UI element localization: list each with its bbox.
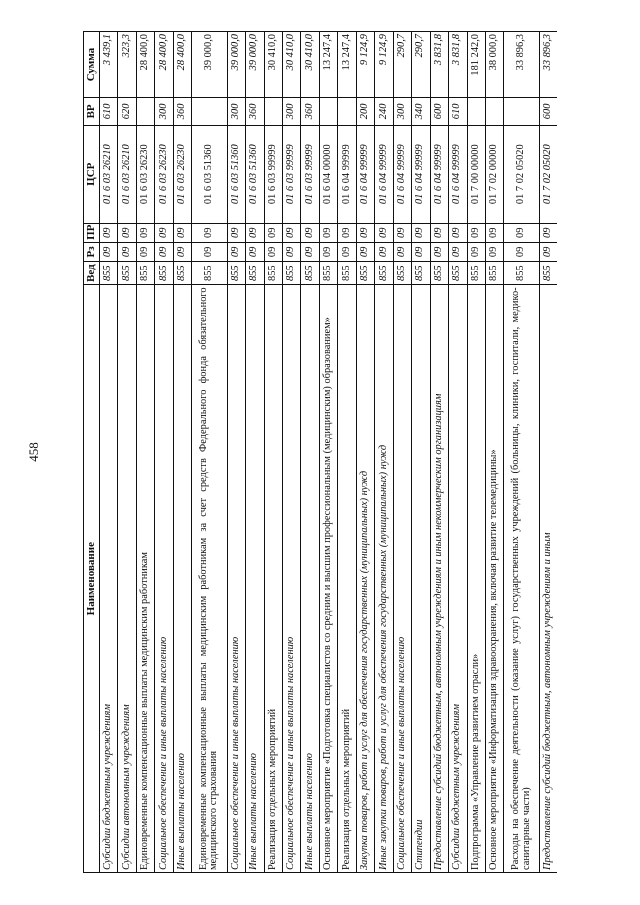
- cell-csr: 01 6 03 51360: [246, 125, 264, 223]
- cell-pr: 09: [136, 223, 154, 242]
- cell-sum: 290,7: [393, 32, 411, 98]
- cell-vr: 610: [100, 98, 118, 126]
- cell-ved: 855: [319, 261, 337, 284]
- cell-pr: 09: [246, 223, 264, 242]
- table-row: [504, 32, 539, 873]
- cell-csr: 01 6 03 51360: [192, 125, 227, 223]
- cell-rz: 09: [467, 242, 485, 261]
- cell-ved: 855: [301, 261, 319, 284]
- cell-ved: 855: [449, 261, 467, 284]
- cell-csr: 01 6 03 26210: [118, 125, 136, 223]
- cell-sum: 290,7: [412, 32, 430, 98]
- cell-vr: 360: [301, 98, 319, 126]
- cell-rz: 09: [393, 242, 411, 261]
- cell-sum: 30 410,0: [282, 32, 300, 98]
- cell-name: Иные выплаты населению: [246, 285, 264, 873]
- table-row: [227, 32, 245, 873]
- cell-sum: 9 124,9: [375, 32, 393, 98]
- cell-vr: 610: [449, 98, 467, 126]
- cell-rz: 09: [485, 242, 503, 261]
- cell-name: Предоставление субсидий бюджетным, автономным учреждениям и иным: [539, 285, 557, 873]
- cell-vr: 360: [173, 98, 191, 126]
- table-row: [449, 32, 467, 873]
- cell-pr: 09: [504, 223, 539, 242]
- cell-name: Единовременные компенсационные выплаты медицинским работникам: [136, 285, 154, 873]
- table-row: [173, 32, 191, 873]
- cell-csr: 01 6 03 99999: [301, 125, 319, 223]
- cell-name: Социальное обеспечение и иные выплаты населению: [227, 285, 245, 873]
- cell-rz: 09: [412, 242, 430, 261]
- table-header-row: [84, 32, 100, 873]
- header-ved: Вед: [84, 261, 100, 284]
- cell-name: Иные выплаты населению: [301, 285, 319, 873]
- table-row: [301, 32, 319, 873]
- cell-rz: 09: [282, 242, 300, 261]
- cell-sum: 9 124,9: [356, 32, 374, 98]
- cell-name: Реализация отдельных мероприятий: [338, 285, 356, 873]
- cell-vr: 240: [375, 98, 393, 126]
- cell-pr: 09: [393, 223, 411, 242]
- cell-csr: 01 7 02 05020: [504, 125, 539, 223]
- cell-name: Социальное обеспечение и иные выплаты населению: [393, 285, 411, 873]
- cell-rz: 09: [155, 242, 173, 261]
- cell-rz: 09: [192, 242, 227, 261]
- cell-vr: 620: [118, 98, 136, 126]
- cell-ved: 855: [192, 261, 227, 284]
- cell-csr: 01 6 03 99999: [282, 125, 300, 223]
- cell-name: Реализация отдельных мероприятий: [264, 285, 282, 873]
- cell-ved: 855: [430, 261, 448, 284]
- cell-pr: 09: [319, 223, 337, 242]
- cell-pr: 09: [100, 223, 118, 242]
- cell-rz: 09: [264, 242, 282, 261]
- cell-csr: 01 6 04 99999: [449, 125, 467, 223]
- cell-ved: 855: [118, 261, 136, 284]
- cell-csr: 01 6 03 51360: [227, 125, 245, 223]
- cell-csr: 01 6 03 99999: [264, 125, 282, 223]
- table-row: [118, 32, 136, 873]
- cell-rz: 09: [375, 242, 393, 261]
- cell-vr: 360: [246, 98, 264, 126]
- cell-name: Подпрограмма «Управление развитием отрасли»: [467, 285, 485, 873]
- cell-csr: 01 7 02 00000: [485, 125, 503, 223]
- cell-pr: 09: [227, 223, 245, 242]
- cell-name: Социальное обеспечение и иные выплаты населению: [155, 285, 173, 873]
- cell-pr: 09: [192, 223, 227, 242]
- cell-sum: 13 247,4: [319, 32, 337, 98]
- table-row: [393, 32, 411, 873]
- cell-rz: 09: [449, 242, 467, 261]
- cell-sum: 3 831,8: [430, 32, 448, 98]
- cell-sum: 39 000,0: [227, 32, 245, 98]
- cell-sum: 28 400,0: [136, 32, 154, 98]
- cell-vr: 200: [356, 98, 374, 126]
- header-vr: ВР: [84, 98, 100, 126]
- cell-csr: 01 6 04 00000: [319, 125, 337, 223]
- cell-csr: 01 6 03 26230: [155, 125, 173, 223]
- table-row: [319, 32, 337, 873]
- cell-vr: 340: [412, 98, 430, 126]
- cell-sum: 28 400,0: [155, 32, 173, 98]
- cell-pr: 09: [485, 223, 503, 242]
- cell-name: Субсидии бюджетным учреждениям: [449, 285, 467, 873]
- table-row: [100, 32, 118, 873]
- cell-ved: 855: [100, 261, 118, 284]
- cell-ved: 855: [246, 261, 264, 284]
- cell-csr: 01 6 04 99999: [430, 125, 448, 223]
- cell-name: Социальное обеспечение и иные выплаты населению: [282, 285, 300, 873]
- cell-sum: 28 400,0: [173, 32, 191, 98]
- cell-vr: 300: [227, 98, 245, 126]
- cell-rz: 09: [338, 242, 356, 261]
- cell-sum: 323,3: [118, 32, 136, 98]
- cell-ved: 855: [412, 261, 430, 284]
- cell-pr: 09: [375, 223, 393, 242]
- cell-rz: 09: [319, 242, 337, 261]
- table-row: [192, 32, 227, 873]
- cell-rz: 09: [246, 242, 264, 261]
- cell-rz: 09: [539, 242, 557, 261]
- cell-name: Иные закупки товаров, работ и услуг для обеспечения государственных (муниципальных) нужд: [375, 285, 393, 873]
- cell-ved: 855: [264, 261, 282, 284]
- cell-vr: 600: [430, 98, 448, 126]
- cell-pr: 09: [155, 223, 173, 242]
- cell-ved: 855: [467, 261, 485, 284]
- cell-pr: 09: [118, 223, 136, 242]
- table-row: [282, 32, 300, 873]
- cell-rz: 09: [173, 242, 191, 261]
- table-row: [155, 32, 173, 873]
- cell-pr: 09: [356, 223, 374, 242]
- table-row: [356, 32, 374, 873]
- cell-sum: 3 831,8: [449, 32, 467, 98]
- cell-pr: 09: [282, 223, 300, 242]
- cell-vr: [264, 98, 282, 126]
- cell-vr: [467, 98, 485, 126]
- cell-csr: 01 6 04 99999: [393, 125, 411, 223]
- table-row: [338, 32, 356, 873]
- cell-ved: 855: [393, 261, 411, 284]
- cell-csr: 01 7 00 00000: [467, 125, 485, 223]
- cell-vr: [485, 98, 503, 126]
- cell-pr: 09: [338, 223, 356, 242]
- table-row: [467, 32, 485, 873]
- cell-sum: 39 000,0: [246, 32, 264, 98]
- table-row: [539, 32, 557, 873]
- cell-rz: 09: [100, 242, 118, 261]
- cell-pr: 09: [449, 223, 467, 242]
- header-csr: ЦСР: [84, 125, 100, 223]
- cell-sum: 39 000,0: [192, 32, 227, 98]
- cell-name: Расходы на обеспечение деятельности (оказание услуг) государственных учреждений (больницы, клиники, госпитали, медико-санитарные части): [504, 285, 539, 873]
- cell-csr: 01 6 04 99999: [356, 125, 374, 223]
- cell-name: Предоставление субсидий бюджетным, автономным учреждениям и иным некоммерческим организациям: [430, 285, 448, 873]
- table-row: [136, 32, 154, 873]
- table-row: [375, 32, 393, 873]
- cell-vr: 300: [155, 98, 173, 126]
- table-row: [264, 32, 282, 873]
- cell-csr: 01 6 03 26230: [173, 125, 191, 223]
- cell-sum: 181 242,0: [467, 32, 485, 98]
- header-sum: Сумма: [84, 32, 100, 98]
- table-row: [412, 32, 430, 873]
- cell-rz: 09: [356, 242, 374, 261]
- cell-name: Основное мероприятие «Подготовка специалистов со средним и высшим профессиональным (медицинским) образованием»: [319, 285, 337, 873]
- cell-name: Основное мероприятие «Информатизация здравоохранения, включая развитие телемедицины»: [485, 285, 503, 873]
- cell-csr: 01 6 04 99999: [338, 125, 356, 223]
- cell-ved: 855: [485, 261, 503, 284]
- table-row: [246, 32, 264, 873]
- cell-ved: 855: [173, 261, 191, 284]
- cell-ved: 855: [155, 261, 173, 284]
- cell-vr: 300: [282, 98, 300, 126]
- cell-name: Субсидии автономным учреждениям: [118, 285, 136, 873]
- header-pr: ПР: [84, 223, 100, 242]
- cell-pr: 09: [430, 223, 448, 242]
- cell-rz: 09: [301, 242, 319, 261]
- cell-csr: 01 7 02 05020: [539, 125, 557, 223]
- cell-sum: 33 896,3: [504, 32, 539, 98]
- cell-sum: 30 410,0: [301, 32, 319, 98]
- cell-vr: [136, 98, 154, 126]
- cell-csr: 01 6 03 26210: [100, 125, 118, 223]
- cell-ved: 855: [282, 261, 300, 284]
- cell-sum: 13 247,4: [338, 32, 356, 98]
- page-number: 458: [26, 442, 41, 462]
- cell-ved: 855: [539, 261, 557, 284]
- cell-ved: 855: [227, 261, 245, 284]
- cell-ved: 855: [504, 261, 539, 284]
- budget-table: [83, 31, 557, 873]
- table-row: [485, 32, 503, 873]
- cell-rz: 09: [227, 242, 245, 261]
- cell-vr: [319, 98, 337, 126]
- cell-sum: 38 000,0: [485, 32, 503, 98]
- cell-pr: 09: [412, 223, 430, 242]
- cell-sum: 3 439,1: [100, 32, 118, 98]
- cell-pr: 09: [467, 223, 485, 242]
- cell-ved: 855: [375, 261, 393, 284]
- cell-rz: 09: [504, 242, 539, 261]
- cell-vr: [338, 98, 356, 126]
- cell-ved: 855: [136, 261, 154, 284]
- cell-vr: [192, 98, 227, 126]
- cell-pr: 09: [173, 223, 191, 242]
- rotated-table-container: [83, 31, 557, 873]
- cell-pr: 09: [264, 223, 282, 242]
- cell-pr: 09: [539, 223, 557, 242]
- cell-csr: 01 6 03 26230: [136, 125, 154, 223]
- cell-name: Стипендии: [412, 285, 430, 873]
- header-rz: Рз: [84, 242, 100, 261]
- cell-name: Иные выплаты населению: [173, 285, 191, 873]
- cell-csr: 01 6 04 99999: [412, 125, 430, 223]
- cell-sum: 30 410,0: [264, 32, 282, 98]
- cell-name: Закупка товаров, работ и услуг для обеспечения государственных (муниципальных) нужд: [356, 285, 374, 873]
- cell-sum: 33 896,3: [539, 32, 557, 98]
- cell-name: Единовременные компенсационные выплаты медицинским работникам за счет средств Федерального фонда обязательного медицинского страхования: [192, 285, 227, 873]
- cell-name: Субсидии бюджетным учреждениям: [100, 285, 118, 873]
- cell-csr: 01 6 04 99999: [375, 125, 393, 223]
- cell-rz: 09: [430, 242, 448, 261]
- header-name: Наименование: [84, 285, 100, 873]
- cell-ved: 855: [356, 261, 374, 284]
- table-body: [100, 32, 558, 873]
- cell-vr: 600: [539, 98, 557, 126]
- cell-rz: 09: [136, 242, 154, 261]
- cell-pr: 09: [301, 223, 319, 242]
- cell-ved: 855: [338, 261, 356, 284]
- cell-rz: 09: [118, 242, 136, 261]
- table-row: [430, 32, 448, 873]
- cell-vr: 300: [393, 98, 411, 126]
- cell-vr: [504, 98, 539, 126]
